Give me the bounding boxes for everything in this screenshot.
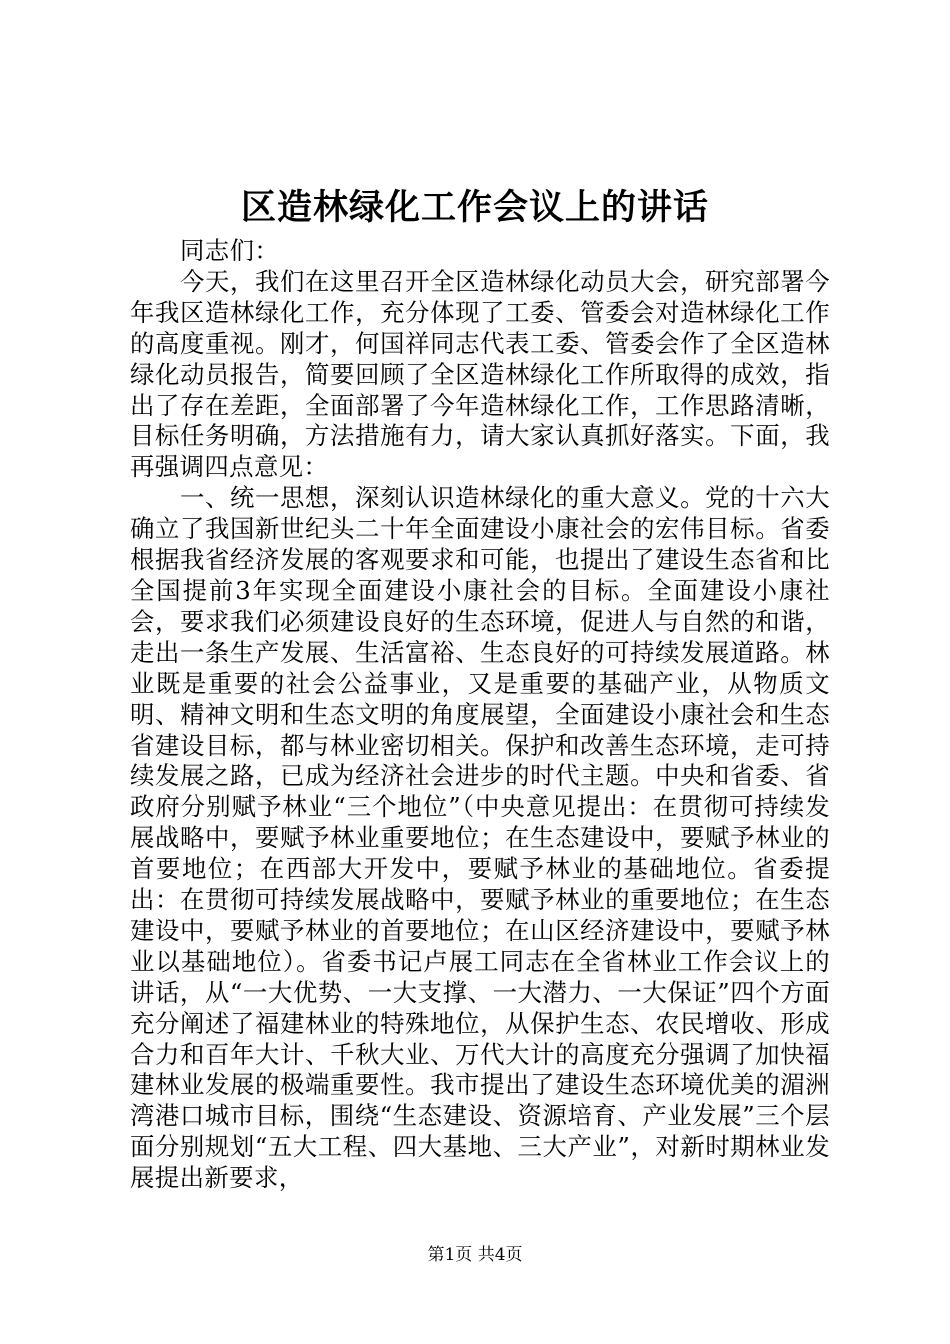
document-body <box>130 236 830 1194</box>
paragraph-section-one: 一、统一思想，深刻认识造林绿化的重大意义。党的十六大确立了我国新世纪头二十年全面建设小康社会的宏伟目标。省委根据我省经济发展的客观要求和可能，也提出了建设生态省和比全国提前3年实现全面建设小康社会的目标。全面建设小康社会，要求我们必须建设良好的生态环境，促进人与自然的和谐，走出一条生产发展、生活富裕、生态良好的可持续发展道路。林业既是重要的社会公益事业，又是重要的基础产业，从物质文明、精神文明和生态文明的角度展望，全面建设小康社会和生态省建设目标，都与林业密切相关。保护和改善生态环境，走可持续发展之路，已成为经济社会进步的时代主题。中央和省委、省政府分别赋予林业“三个地位”（中央意见提出：在贯彻可持续发展战略中，要赋予林业重要地位；在生态建设中，要赋予林业的首要地位；在西部大开发中，要赋予林业的基础地位。省委提出：在贯彻可持续发展战略中，要赋予林业的重要地位；在生态建设中，要赋予林业的首要地位；在山区经济建设中，要赋予林业以基础地位）。省委书记卢展工同志在全省林业工作会议上的讲话，从“一大优势、一大支撑、一大潜力、一大保证”四个方面充分阐述了福建林业的特殊地位，从保护生态、农民增收、形成合力和百年大计、千秋大业、万代大计的高度充分强调了加快福建林业发展的极端重要性。我市提出了建设生态环境优美的湄洲湾港口城市目标，围绕“生态建设、资源培育、产业发展”三个层面分别规划“五大工程、四大基地、三大产业”，对新时期林业发展提出新要求， <box>130 483 830 1193</box>
paragraph-intro: 今天，我们在这里召开全区造林绿化动员大会，研究部署今年我区造林绿化工作，充分体现了工委、管委会对造林绿化工作的高度重视。刚才，何国祥同志代表工委、管委会作了全区造林绿化动员报告，简要回顾了全区造林绿化工作所取得的成效，指出了存在差距，全面部署了今年造林绿化工作，工作思路清晰，目标任务明确，方法措施有力，请大家认真抓好落实。下面，我再强调四点意见： <box>130 266 830 482</box>
greeting: 同志们： <box>180 236 280 265</box>
document-title: 区造林绿化工作会议上的讲话 <box>240 188 709 228</box>
page-footer: 第1页 共4页 <box>427 1245 523 1265</box>
